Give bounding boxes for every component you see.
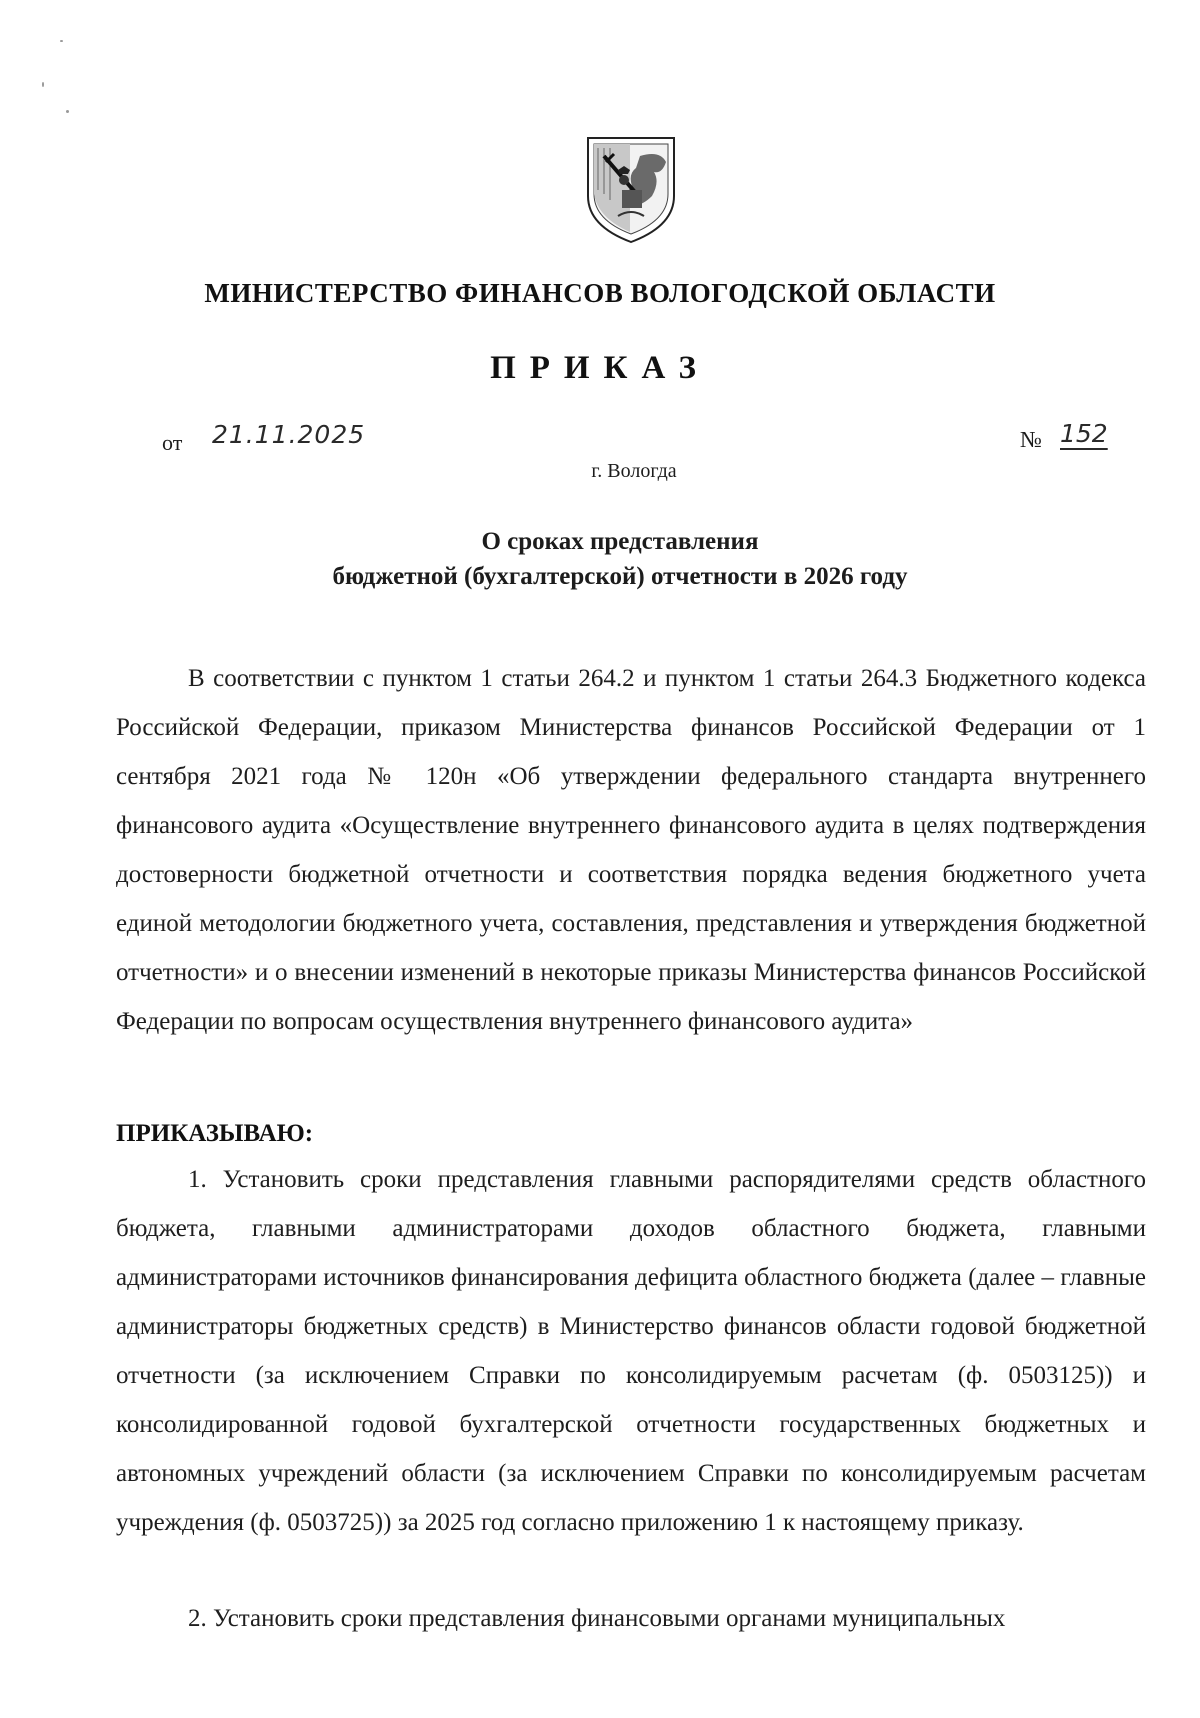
scan-speck	[66, 110, 69, 113]
handwritten-date: 21.11.2025	[212, 420, 366, 449]
document-subject	[0, 524, 1200, 594]
preamble-paragraph: В соответствии с пунктом 1 статьи 264.2 и пунктом 1 статьи 264.3 Бюджетного кодекса Российской Федерации, приказом Министерства финансов Российской Федерации от 1 сентября 2021 года № 120н «Об утверждении федерального стандарта внутреннего финансового аудита «Осуществление внутреннего финансового аудита в целях подтверждения достоверности бюджетной отчетности и соответствия порядка ведения бюджетного учета единой методологии бюджетного учета, составления, представления и утверждения бюджетной отчетности» и о внесении изменений в некоторые приказы Министерства финансов Российской Федерации по вопросам осуществления внутреннего финансового аудита»	[116, 665, 1146, 1035]
command-heading: ПРИКАЗЫВАЮ:	[116, 1120, 314, 1147]
scan-speck	[60, 40, 63, 42]
scan-speck	[42, 82, 44, 87]
subject-line: О сроках представления	[481, 528, 759, 555]
document-type: ПРИКАЗ	[490, 350, 710, 386]
date-label: от	[162, 430, 183, 455]
item-1-paragraph: 1. Установить сроки представления главными распорядителями средств областного бюджета, главными администраторами доходов областного бюджета, главными администраторами источников финансирования дефицита областного бюджета (далее – главные администраторы бюджетных средств) в Министерство финансов области годовой бюджетной отчетности (за исключением Справки по консолидируемым расчетам (ф. 0503125)) и консолидированной годовой бухгалтерской отчетности государственных бюджетных и автономных учреждений области (за исключением Справки по консолидируемым расчетам учреждения (ф. 0503725)) за 2025 год согласно приложению 1 к настоящему приказу.	[116, 1166, 1146, 1536]
handwritten-number: 152	[1060, 419, 1108, 448]
ministry-title: МИНИСТЕРСТВО ФИНАНСОВ ВОЛОГОДСКОЙ ОБЛАСТИ	[204, 278, 996, 308]
number-label: №	[1020, 427, 1042, 452]
vologda-coat-of-arms-icon	[584, 134, 678, 246]
item-2-paragraph: 2. Установить сроки представления финансовыми органами муниципальных	[188, 1605, 1006, 1632]
subject-line: бюджетной (бухгалтерской) отчетности в 2026 году	[332, 563, 908, 590]
city: г. Вологда	[591, 460, 677, 482]
